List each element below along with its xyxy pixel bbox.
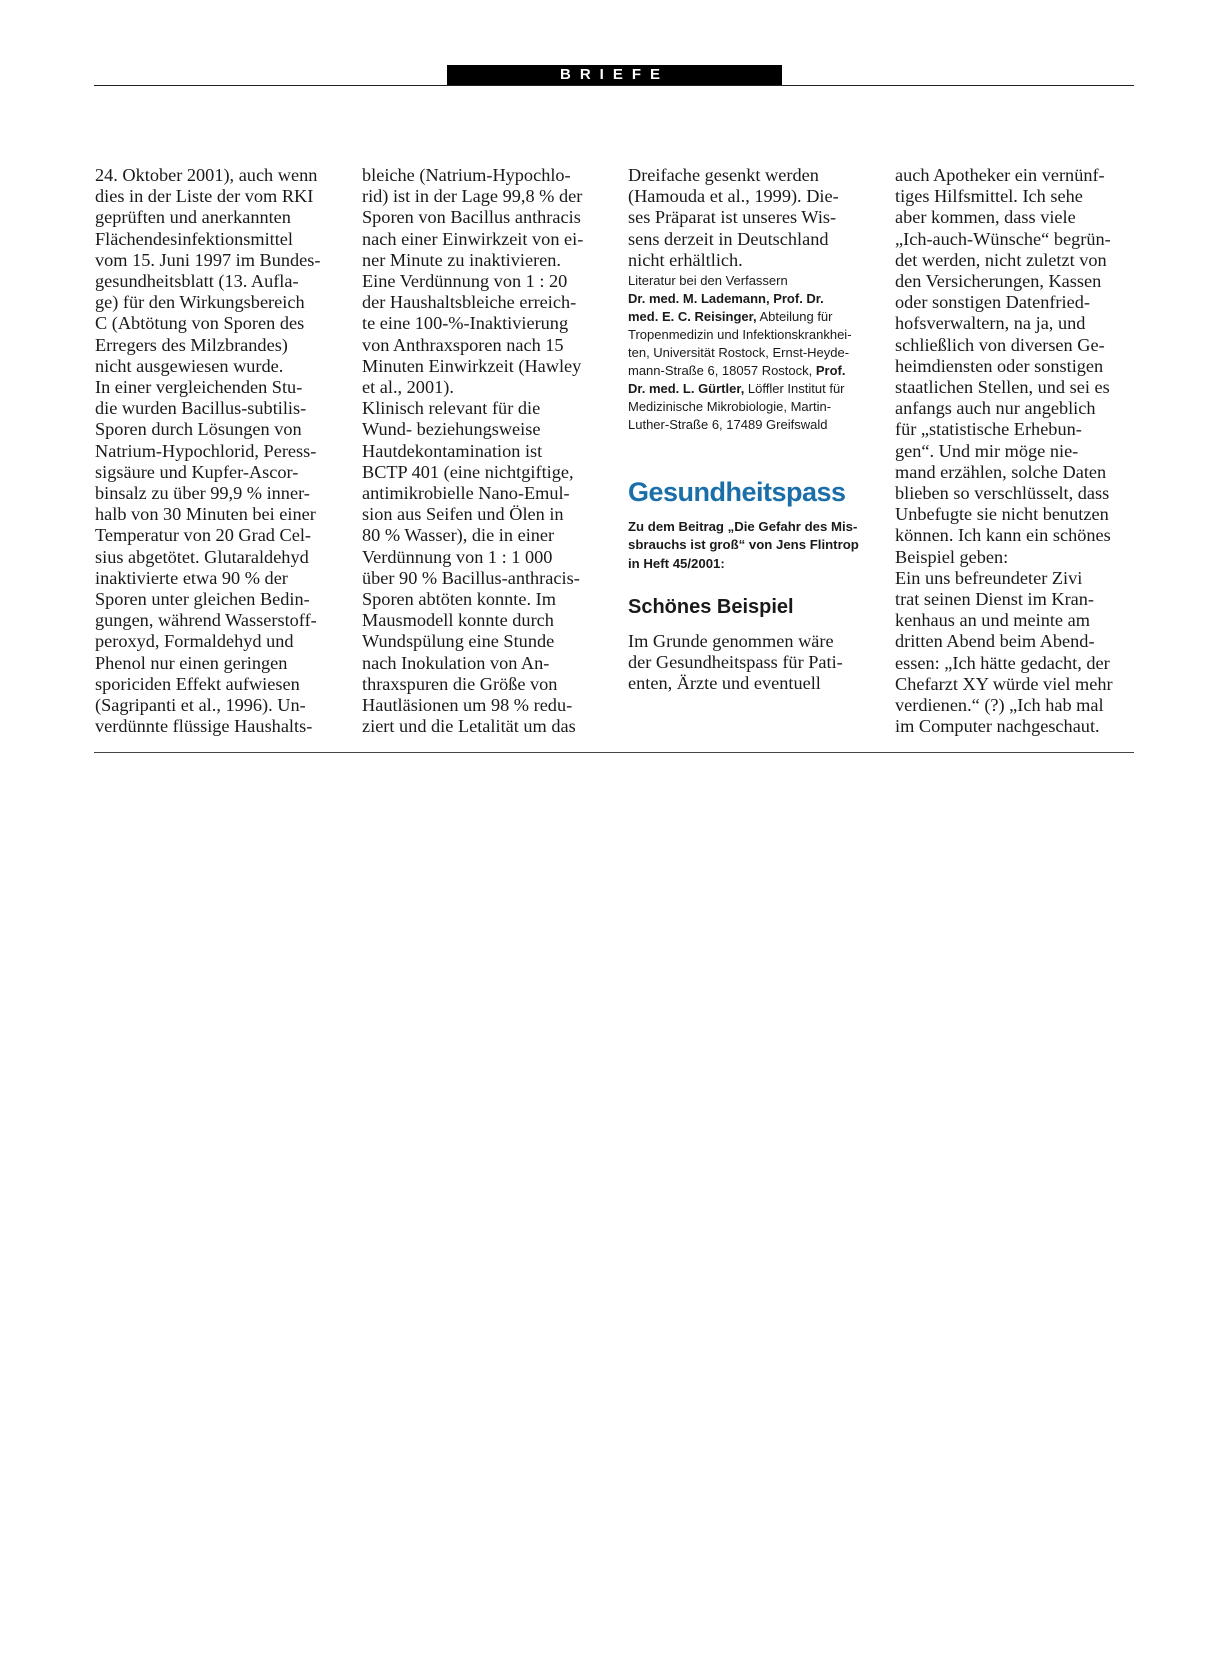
text-line: der Haushaltsbleiche erreich- — [362, 292, 577, 313]
text-line: 24. Oktober 2001), auch wenn — [95, 165, 318, 185]
text-line: Sporen von Bacillus anthracis — [362, 207, 581, 228]
column-1 — [95, 165, 331, 737]
text-line: mand erzählen, solche Daten — [895, 461, 1107, 482]
text-line: te eine 100-%-Inaktivierung — [362, 313, 569, 334]
text-line: auch Apotheker ein vernünf- — [895, 165, 1105, 185]
section-label: BRIEFE — [447, 65, 782, 85]
text-line: über 90 % Bacillus-anthracis- — [362, 567, 580, 588]
author-line: Dr. med. L. Gürtler, Löffler Institut für — [628, 381, 845, 397]
text-line: schließlich von diversen Ge- — [895, 334, 1105, 355]
text-line: heimdiensten oder sonstigen — [895, 355, 1104, 376]
text-line: C (Abtötung von Sporen des — [95, 313, 305, 334]
text-line: ses Präparat ist unseres Wis- — [628, 207, 837, 228]
text-line: gen“. Und mir möge nie- — [895, 440, 1079, 461]
text-line: sens derzeit in Deutschland — [628, 228, 829, 249]
author-name: med. E. C. Reisinger, — [628, 309, 757, 325]
author-line — [628, 290, 864, 308]
text-line: antimikrobielle Nano-Emul- — [362, 483, 570, 504]
text-line: Beispiel geben: — [895, 546, 1009, 567]
text-line: Ein uns befreundeter Zivi — [895, 567, 1083, 588]
top-rule — [94, 85, 1134, 86]
text-line: gesundheitsblatt (13. Aufla- — [95, 271, 299, 292]
column-4 — [895, 165, 1131, 737]
author-line: Luther-Straße 6, 17489 Greifswald — [628, 417, 828, 433]
text-line: Klinisch relevant für die — [362, 398, 541, 419]
text-line: et al., 2001). — [362, 377, 454, 398]
text-line: nicht erhältlich. — [628, 249, 743, 270]
text-line: im Computer nachgeschaut. — [895, 716, 1100, 737]
letter-subheading: Schönes Beispiel — [628, 595, 794, 618]
text-line: geprüften und anerkannten — [95, 207, 291, 228]
text-line: Verdünnung von 1 : 1 000 — [362, 546, 553, 567]
text-line: verdienen.“ (?) „Ich hab mal — [895, 695, 1104, 716]
text-line: rid) ist in der Lage 99,8 % der — [362, 186, 583, 207]
text-line: essen: „Ich hätte gedacht, der — [895, 652, 1110, 673]
text-line: nicht ausgewiesen wurde. — [95, 355, 284, 376]
text-line: dies in der Liste der vom RKI — [95, 186, 314, 207]
text-line: bleiche (Natrium-Hypochlo- — [362, 165, 571, 185]
text-line: für „statistische Erhebun- — [895, 419, 1082, 440]
text-line: (Hamouda et al., 1999). Die- — [628, 186, 839, 207]
author-name: Dr. med. M. Lademann, Prof. Dr. — [628, 291, 824, 307]
text-line: Wundspülung eine Stunde — [362, 631, 555, 652]
article-intro-line: sbrauchs ist groß“ von Jens Flintrop — [628, 537, 859, 553]
text-line: ner Minute zu inaktivieren. — [362, 249, 561, 270]
article-intro-line: Zu dem Beitrag „Die Gefahr des Mis- — [628, 519, 858, 535]
text-line: Unbefugte sie nicht benutzen — [895, 504, 1109, 525]
text-line: Minuten Einwirkzeit (Hawley — [362, 355, 582, 376]
text-line: nach Inokulation von An- — [362, 652, 550, 673]
text-line: In einer vergleichenden Stu- — [95, 377, 303, 398]
text-line: tiges Hilfsmittel. Ich sehe — [895, 186, 1083, 207]
column-3 — [628, 165, 864, 695]
text-line: aber kommen, dass viele — [895, 207, 1076, 228]
text-line: gungen, während Wasserstoff- — [95, 610, 317, 631]
text-line: kenhaus an und meinte am — [895, 610, 1090, 631]
text-line: Wund- beziehungsweise — [362, 419, 541, 440]
text-line: Sporen durch Lösungen von — [95, 419, 302, 440]
author-line: ten, Universität Rostock, Ernst-Heyde- — [628, 345, 850, 361]
text-line: „Ich-auch-Wünsche“ begrün- — [895, 228, 1111, 249]
author-name: Dr. med. L. Gürtler, — [628, 381, 745, 397]
text-line: sporiciden Effekt aufwiesen — [95, 673, 300, 694]
text-line: halb von 30 Minuten bei einer — [95, 504, 316, 525]
author-line: Medizinische Mikrobiologie, Martin- — [628, 399, 832, 415]
text-line: sigsäure und Kupfer-Ascor- — [95, 461, 299, 482]
text-line: det werden, nicht zuletzt von — [895, 249, 1107, 270]
text-line: inaktivierte etwa 90 % der — [95, 567, 288, 588]
text-line: binsalz zu über 99,9 % inner- — [95, 483, 310, 504]
text-line: Mausmodell konnte durch — [362, 610, 554, 631]
text-line: peroxyd, Formaldehyd und — [95, 631, 294, 652]
text-line: der Gesundheitspass für Pati- — [628, 652, 843, 673]
text-line: thraxspuren die Größe von — [362, 673, 558, 694]
author-name: Prof. — [815, 363, 846, 379]
text-line: Erregers des Milzbrandes) — [95, 334, 288, 355]
text-line: (Sagripanti et al., 1996). Un- — [95, 695, 306, 716]
text-line: die wurden Bacillus-subtilis- — [95, 398, 307, 419]
text-line: BCTP 401 (eine nichtgiftige, — [362, 461, 574, 482]
text-line: Sporen abtöten konnte. Im — [362, 589, 556, 610]
text-line: ge) für den Wirkungsbereich — [95, 292, 305, 313]
text-line: blieben so verschlüsselt, dass — [895, 483, 1110, 504]
text-line: von Anthraxsporen nach 15 — [362, 334, 564, 355]
bottom-rule — [94, 752, 1134, 753]
text-line: sion aus Seifen und Ölen in — [362, 504, 564, 525]
text-line: anfangs auch nur angeblich — [895, 398, 1096, 419]
text-line: Hautdekontamination ist — [362, 440, 543, 461]
text-line: staatlichen Stellen, und sei es — [895, 377, 1110, 398]
text-line: dritten Abend beim Abend- — [895, 631, 1095, 652]
author-line: Tropenmedizin und Infektionskrankhei- — [628, 327, 852, 343]
text-line: Sporen unter gleichen Bedin- — [95, 589, 310, 610]
text-line: ziert und die Letalität um das — [362, 716, 576, 737]
article-heading: Gesundheitspass — [628, 477, 846, 508]
text-line: Dreifache gesenkt werden — [628, 165, 819, 185]
column-2 — [362, 165, 598, 737]
text-line: sius abgetötet. Glutaraldehyd — [95, 546, 309, 567]
text-line: verdünnte flüssige Haushalts- — [95, 716, 313, 737]
text-line: können. Ich kann ein schönes — [895, 525, 1111, 546]
text-line: Hautläsionen um 98 % redu- — [362, 695, 573, 716]
text-line: 80 % Wasser), die in einer — [362, 525, 555, 546]
article-intro-line: in Heft 45/2001: — [628, 555, 725, 571]
text-line: Im Grunde genommen wäre — [628, 630, 834, 651]
author-line: med. E. C. Reisinger, Abteilung für — [628, 309, 833, 325]
author-line: mann-Straße 6, 18057 Rostock, Prof. — [628, 363, 846, 379]
text-line: vom 15. Juni 1997 im Bundes- — [95, 249, 321, 270]
text-line: trat seinen Dienst im Kran- — [895, 589, 1095, 610]
text-line: hofsverwaltern, na ja, und — [895, 313, 1086, 334]
text-line: Natrium-Hypochlorid, Peress- — [95, 440, 317, 461]
text-line: Phenol nur einen geringen — [95, 652, 288, 673]
text-line: Chefarzt XY würde viel mehr — [895, 673, 1113, 694]
text-line: oder sonstigen Datenfried- — [895, 292, 1090, 313]
literature-note: Literatur bei den Verfassern — [628, 273, 788, 289]
text-line: Eine Verdünnung von 1 : 20 — [362, 271, 568, 292]
text-line: nach einer Einwirkzeit von ei- — [362, 228, 584, 249]
text-line: Flächendesinfektionsmittel — [95, 228, 294, 249]
text-line: enten, Ärzte und eventuell — [628, 673, 821, 694]
text-line: Temperatur von 20 Grad Cel- — [95, 525, 311, 546]
text-line: den Versicherungen, Kassen — [895, 271, 1102, 292]
